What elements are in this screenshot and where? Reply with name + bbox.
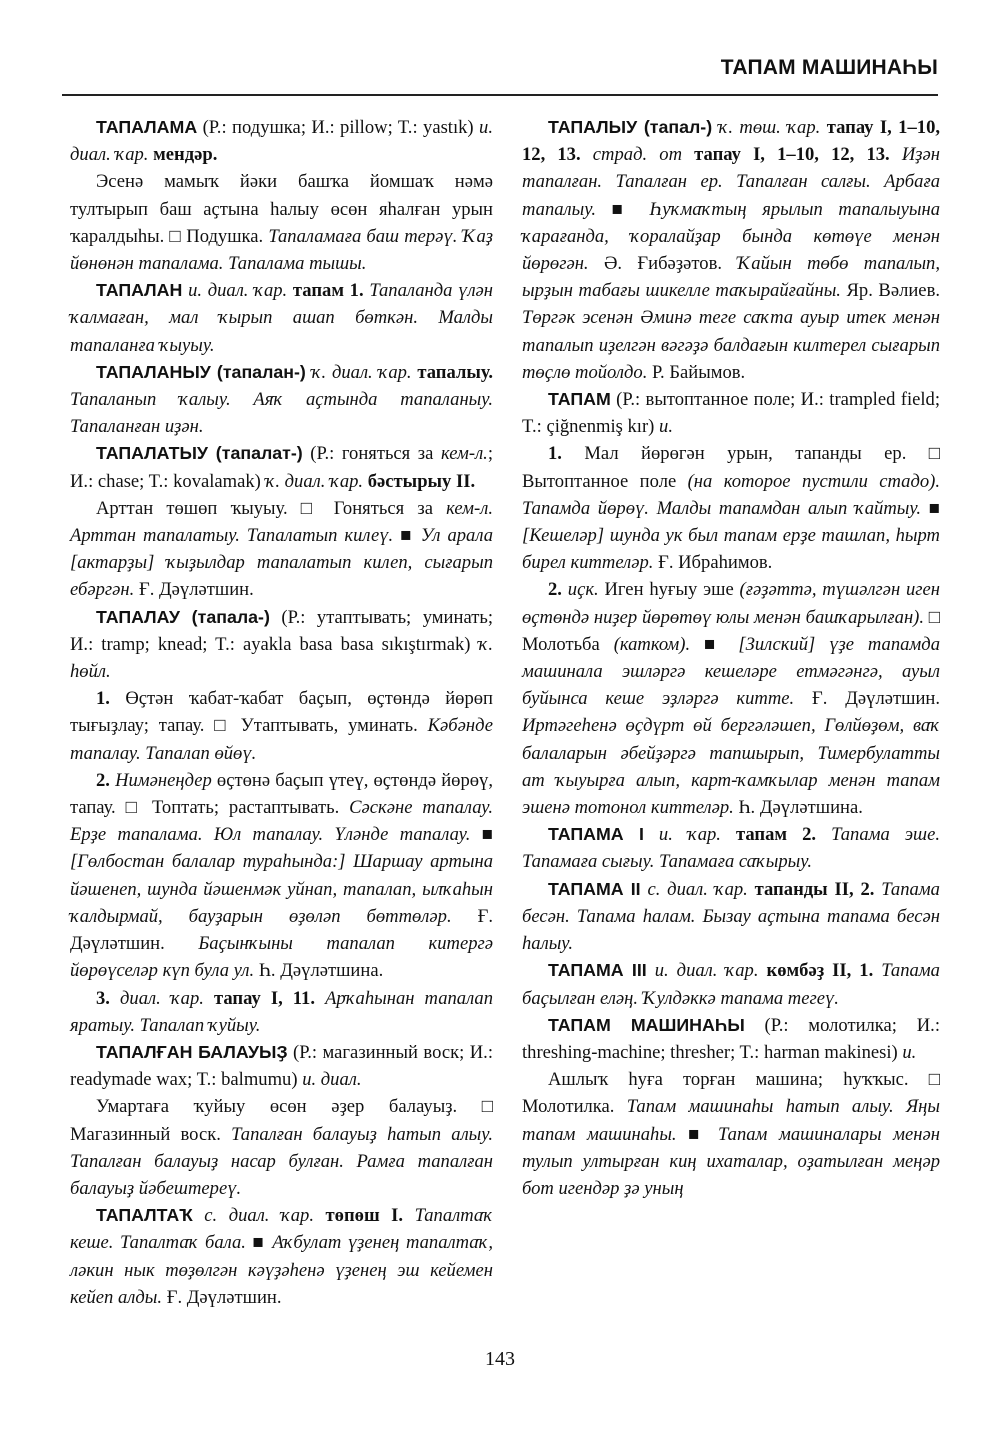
text-run: Эсенә мамыҡ йәки башҡа йомшаҡ нәмә тултырып баш аҫтына һалыу өсөн яһалған урын ҡаралдыһы. □ Подушка. — [70, 171, 493, 247]
italic-text: с. диал. ҡар. — [204, 1205, 315, 1227]
page-number: 143 — [485, 1348, 515, 1370]
text-run: ■ — [470, 824, 493, 846]
italic-text: Баҫынҡыны тапалап китергә йөрөүселәр күп була ул. — [70, 933, 493, 982]
italic-text: иҫк. — [567, 579, 599, 601]
definition-paragraph — [70, 767, 493, 985]
text-run: Һ. Дәүләтшина. — [254, 960, 384, 982]
dictionary-entry — [522, 957, 940, 1011]
italic-text: (ғәҙәттә, түшәлгән иген өҫтөндә ниҙер йөрөтөү юлы менән башҡарылған). — [522, 579, 941, 628]
text-run: ■ — [595, 198, 650, 220]
headword: ТАПАМА III — [548, 960, 647, 981]
dictionary-entry — [522, 114, 940, 386]
text-run — [890, 144, 902, 165]
headword: ТАПАЛАМА — [96, 117, 198, 137]
headword: ТАПАМ — [548, 389, 611, 410]
text-run: (Р.: магазинный воск; И.: readymade wax; T.: balmumu) — [70, 1041, 493, 1091]
italic-text: и. диал. ҡар. — [654, 960, 759, 982]
text-run: Ашлыҡ һуға торған машина; һуҡҡыс. □ Молотилка. — [522, 1069, 940, 1118]
text-run: ; И.: chase; T.: kovalamak) — [70, 443, 493, 492]
text-run: Ғ. Дәүләтшин. — [162, 1286, 282, 1308]
text-run: ■ — [676, 1123, 718, 1145]
text-run — [110, 988, 120, 1009]
text-run — [647, 960, 655, 981]
text-run — [204, 988, 214, 1009]
bold-reference: 2. — [548, 579, 562, 601]
italic-text: страд. от — [592, 144, 682, 166]
italic-text: и. диал. ҡар. — [70, 117, 493, 166]
header-rule — [62, 94, 938, 96]
italic-text: Иртәгеһенә өҫдүрт өй бергәләшеп, Гөлйөҙөм, ваҡ балаларын әбейҙәргә тапшырып, Тимербулатты ат ҡыуырға алып, карт-ҡамҡылар менән тапам эшенә тотонол киттеләр. — [522, 715, 940, 819]
left-column — [70, 114, 493, 1311]
bold-reference: тапам 2. — [735, 824, 817, 846]
text-run: Ғ. Дәүләтшин. — [134, 579, 254, 601]
dictionary-entry — [70, 604, 493, 686]
text-run: Умартаға ҡуйыу өсөн әҙер балауыҙ. □ Магазинный воск. — [70, 1096, 493, 1145]
italic-text: [Кешеләр] шунда ук был тапам ерҙе ташлап, һырт бирел киттеләр. — [522, 525, 940, 574]
italic-text: с. диал. ҡар. — [647, 878, 748, 900]
definition-paragraph — [70, 495, 493, 604]
italic-text: Иҙән тапалған. Тапалған ер. Тапалған салғы. Арбаға тапалыу. — [522, 144, 941, 220]
italic-text: Тапаланда үлән ҡалмаған, мал ҡырып ашап бөткән. Малды тапаланға ҡыуыу. — [70, 280, 494, 356]
bold-reference: тапау I, 11. — [213, 987, 315, 1009]
text-run: Ғ. Дәүләтшин. — [70, 905, 493, 955]
running-head: ТАПАМ МАШИНАҺЫ — [720, 56, 938, 79]
bold-reference: тапанды II, 2. — [754, 878, 875, 900]
definition-paragraph — [70, 1093, 493, 1202]
dictionary-entry — [70, 114, 493, 168]
italic-text: Арҡаһынан тапалап яратыу. Тапалап ҡуйыу. — [70, 987, 494, 1036]
text-run — [682, 144, 694, 165]
italic-text: и. диал. ҡар. — [188, 280, 288, 302]
bold-reference: 1. — [96, 688, 110, 710]
italic-text: ҡ. төш. ҡар. — [718, 117, 821, 138]
headword: ТАПАЛАНЫУ (тапалан-) — [96, 361, 306, 382]
italic-text: (на которое пустили стадо). Тапамда йөрөү. Малды тапамдан алып ҡайтыу. — [522, 470, 940, 519]
italic-text: ҡ. диал. ҡар. — [265, 470, 364, 492]
italic-text: Тапам машинаһы һатып алыу. Яңы тапам машинаһы. — [522, 1096, 940, 1145]
italic-text: Нимәнеңдер — [115, 769, 212, 791]
definition-paragraph — [522, 1066, 940, 1202]
italic-text: [Зилский] үҙе тапамда машинала эшләргә кешеләре етмәгәнгә, ауыл буйынса кеше эҙләргә китте. — [522, 633, 941, 710]
text-run: (Р.: утаптывать; уминать; И.: tramp; knead; T.: ayakla basa basa sıkıştırmak) — [70, 606, 493, 655]
text-run — [644, 824, 659, 845]
text-run: өҫтөнә баҫып үтеү, өҫтөндә йөрөү, тапау. □ Топтать; растаптывать. — [70, 769, 494, 819]
bold-reference: 2. — [96, 769, 110, 791]
headword: ТАПАМА I — [548, 824, 644, 845]
bold-reference: 1. — [548, 443, 562, 465]
definition-paragraph — [522, 576, 940, 821]
italic-text: Төргәк эсенән Әминә теге саҡта ауыр итек менән тапалып иҙелгән вәгәҙә балдағын килтерел сығарып төҫлө тойолдо. — [522, 307, 940, 383]
text-run: (Р.: подушка; И.: pillow; T.: yastık) — [197, 117, 480, 138]
dictionary-entry — [70, 1039, 493, 1093]
italic-text: Сәскәне тапалау. Ерҙе тапалама. Юл тапалау. Үләнде тапалау. — [70, 797, 493, 846]
italic-text: и. диал. — [302, 1069, 362, 1091]
text-run — [748, 879, 755, 900]
italic-text: Тапаламаға баш терәү. Ҡаҙ йөнөнән тапалама. Тапалама тышы. — [70, 225, 494, 275]
italic-text: Тапалтаҡ кеше. Тапалтаҡ бала. — [70, 1205, 494, 1254]
definition-paragraph — [70, 985, 493, 1039]
italic-text: (катком). — [613, 633, 691, 655]
bold-reference: көмбәҙ II, 1. — [766, 960, 874, 982]
dictionary-entry — [70, 1202, 493, 1311]
text-run — [314, 1205, 326, 1226]
italic-text: Тапаланып ҡалыу. Аяҡ аҫтында тапаланыу. Тапаланған иҙән. — [70, 389, 493, 438]
bold-reference: тапалыу. — [417, 361, 494, 383]
dictionary-entry — [70, 277, 493, 359]
text-run: Мал йөрөгән урын, тапанды ер. □ Вытоптанное поле — [522, 443, 940, 492]
italic-text: [Гөлбостан балалар тураһында:] Шаршау артына йәшенеп, шунда йәшенмәк уйнап, тапалап, ылҡаһын ҡалдырмай, бауҙарын өҙөләп бөттөләр. — [70, 851, 493, 927]
headword: ТАПАЛТАҠ — [96, 1205, 193, 1226]
dictionary-entry — [522, 1012, 940, 1066]
text-run: ■ — [245, 1232, 273, 1254]
text-run: ■ — [921, 497, 940, 519]
italic-text: Тапалған балауыҙ һатып алыу. Тапалған балауыҙ насар булған. Рамға тапалған балауыҙ йәбештереү. — [70, 1123, 493, 1199]
italic-text: ҡ. диал. ҡар. — [311, 361, 412, 383]
italic-text: Тапама бесән. Тапама һалам. Бызау аҫтына тапама бесән һалыу. — [522, 878, 940, 955]
bold-reference: тапау I, 1–10, 12, 13. — [694, 144, 890, 166]
text-run: ■ — [393, 525, 421, 547]
text-run: Өҫтән ҡабат-ҡабат баҫып, өҫтөндә йөрөп тығыҙлау; тапау. □ Утаптывать, уминать. — [70, 688, 493, 737]
bold-reference: бәстырыу II. — [367, 470, 476, 492]
italic-text: Кәбәнде тапалау. Тапалап өйөү. — [70, 715, 493, 764]
text-run: (Р.: молотилка; И.: threshing-machine; thresher; T.: harman makinesi) — [522, 1014, 940, 1063]
text-run — [315, 988, 325, 1009]
bold-reference: мендәр. — [153, 144, 218, 166]
headword: ТАПАЛАН — [96, 280, 183, 301]
text-run: Ғ. Дәүләтшин. — [794, 688, 941, 710]
bold-reference: тапау I, 1–10, 12, 13. — [522, 117, 941, 166]
text-run: Яр. Вәлиев. — [840, 280, 940, 302]
text-run — [816, 824, 831, 845]
italic-text: Һуҡмаҡтың ярылып тапалыуына ҡарағанда, ҡоралайҙар бында көтөүе менән йөрөгән. — [522, 198, 940, 275]
text-run: Ғ. Ибраһимов. — [653, 552, 773, 574]
bold-reference: 3. — [96, 987, 110, 1009]
text-run — [581, 144, 593, 165]
italic-text: кем-л. Арттан тапалатыу. Тапалатып килеү. — [70, 497, 493, 547]
text-run: Арттан төшөп ҡыуыу. □ Гоняться за — [96, 497, 447, 519]
headword: ТАПАМА II — [548, 878, 641, 899]
headword: ТАПАЛАТЫУ (тапалат-) — [96, 443, 303, 464]
headword: ТАПАМ МАШИНАҺЫ — [548, 1014, 745, 1035]
definition-paragraph — [70, 685, 493, 767]
italic-text: диал. ҡар. — [120, 987, 204, 1009]
italic-text: и. — [902, 1041, 917, 1063]
italic-text: Ул арала [актарҙы] ҡыҙылдар тапалатып килеп, сығарып ебәргән. — [70, 525, 493, 601]
italic-text: ҡ. һөйл. — [70, 633, 493, 683]
italic-text: Ҡайын төбө тапалып, ырҙын табағы шикелле таҡырайғайны. — [522, 253, 940, 302]
definition-paragraph — [70, 168, 493, 277]
bold-reference: тапам 1. — [292, 280, 364, 302]
italic-text: Аҡбулат үҙенең тапалтаҡ, ләкин нык төҙөлгән кәүҙәһенә үҙенең эш кейемен кейеп алды. — [70, 1232, 494, 1308]
italic-text: и. ҡар. — [658, 824, 721, 846]
italic-text: кем-л. — [440, 443, 488, 465]
italic-text: Тапам машиналары менән тулып ултырған киң ихаталар, оҙатылған меңәр бот игендәр ҙә уның — [522, 1123, 940, 1199]
text-run: (Р.: гоняться за — [302, 443, 441, 465]
dictionary-entry — [522, 821, 940, 875]
text-run: Иген һуғыу эше — [598, 579, 740, 601]
headword: ТАПАЛҒАН БАЛАУЫҘ — [96, 1041, 288, 1062]
italic-text: и. — [659, 416, 673, 438]
right-column — [522, 114, 940, 1202]
dictionary-entry — [522, 386, 940, 440]
text-run: □ Молотьба — [522, 606, 940, 655]
headword: ТАПАЛАУ (тапала-) — [96, 606, 270, 627]
italic-text: Тапама эше. Тапамаға сығыу. Тапамаға саҡырыу. — [522, 824, 940, 873]
dictionary-entry — [70, 440, 493, 494]
text-run — [403, 1205, 415, 1226]
text-run: Ә. Ғибәҙәтов. — [588, 253, 738, 275]
headword: ТАПАЛЫУ (тапал-) — [548, 117, 713, 137]
dictionary-entry — [70, 359, 493, 441]
text-run: (Р.: вытоптанное поле; И.: trampled field; T.: çiğnenmiş kır) — [522, 389, 940, 438]
dictionary-entry — [522, 876, 940, 958]
text-run: Р. Байымов. — [647, 361, 746, 383]
text-run: Һ. Дәүләтшина. — [733, 797, 863, 819]
definition-paragraph — [522, 440, 940, 576]
text-run — [721, 824, 736, 845]
text-run: ■ — [690, 633, 739, 655]
text-run — [193, 1205, 205, 1226]
bold-reference: төпөш I. — [325, 1205, 404, 1227]
italic-text: Тапама баҫылған еләң. Ҡулдәккә тапама тегеү. — [522, 960, 940, 1009]
